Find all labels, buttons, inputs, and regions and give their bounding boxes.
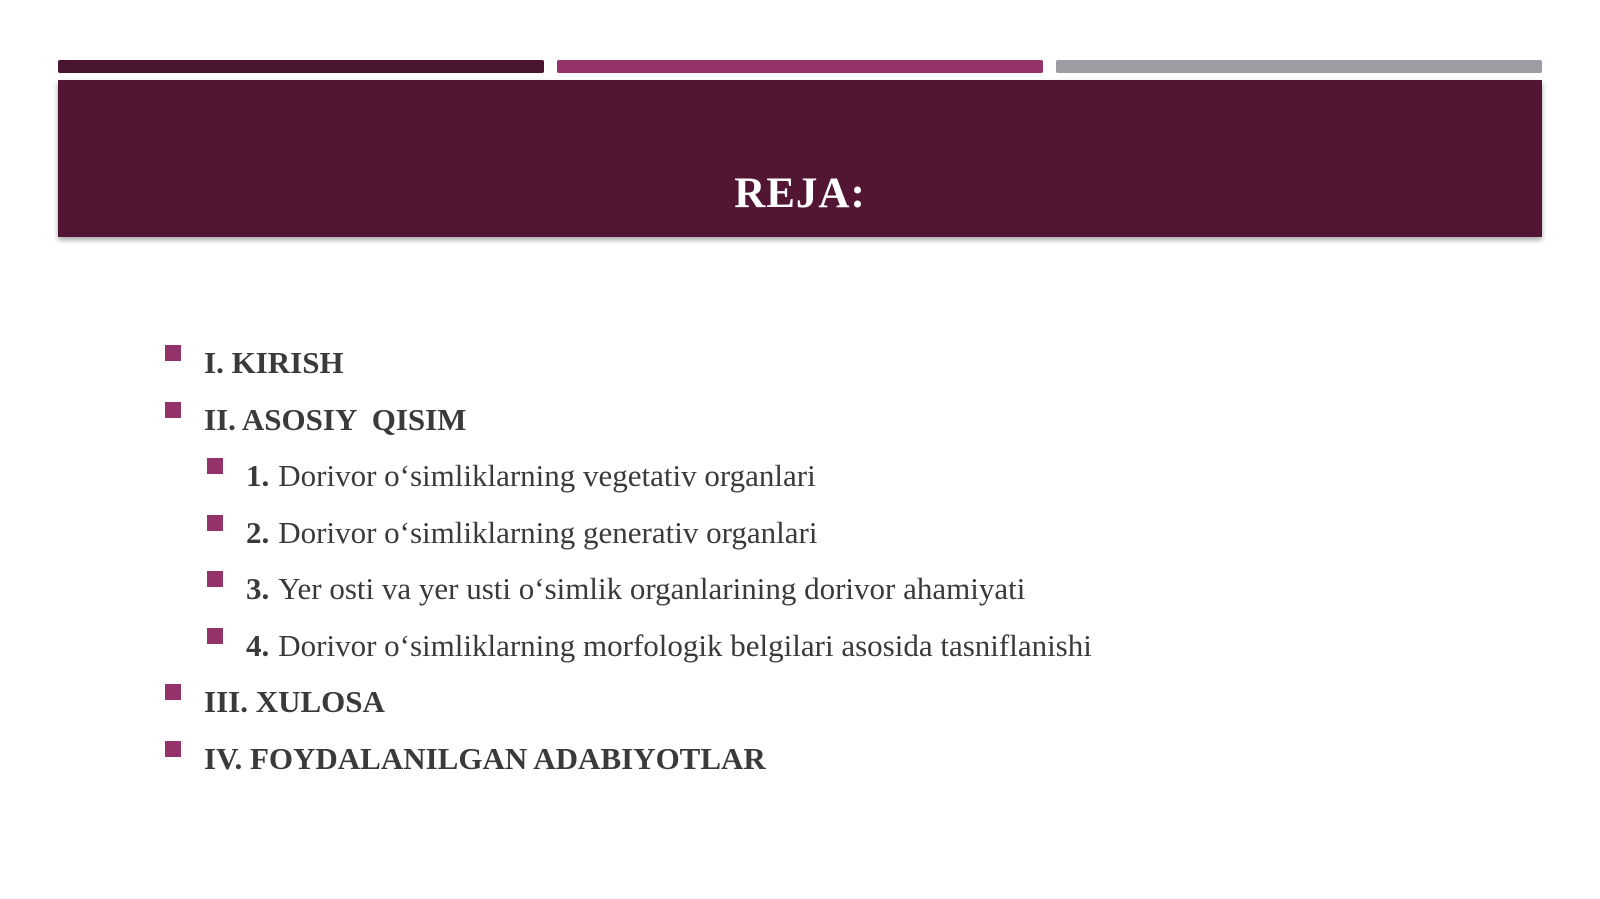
square-bullet-icon (165, 345, 181, 361)
square-bullet-icon (207, 571, 223, 587)
outline-subitem-4 (165, 618, 1465, 675)
outline-subitem-number: 3. (246, 571, 270, 607)
outline-subitem-label: Dorivor o‘simliklarning generativ organlari (278, 514, 818, 550)
slide-title: REJA: (734, 170, 866, 217)
title-band (58, 80, 1542, 237)
outline-item-label: III. XULOSA (204, 684, 385, 720)
outline-subitem-2 (165, 505, 1465, 562)
square-bullet-icon (207, 515, 223, 531)
outline-item-label: II. ASOSIY QISIM (204, 401, 467, 437)
accent-bar-gray (1056, 60, 1542, 73)
outline-item-xulosa (165, 674, 1465, 731)
square-bullet-icon (207, 458, 223, 474)
accent-bar-magenta (557, 60, 1043, 73)
square-bullet-icon (165, 684, 181, 700)
outline-subitem-label: Dorivor o‘simliklarning vegetativ organlari (278, 458, 816, 494)
square-bullet-icon (207, 628, 223, 644)
outline-item-asosiy-qisim (165, 392, 1465, 449)
outline-item-label: IV. FOYDALANILGAN ADABIYOTLAR (204, 740, 766, 776)
outline-list (165, 335, 1465, 787)
outline-item-kirish (165, 335, 1465, 392)
outline-subitem-label: Dorivor o‘simliklarning morfologik belgilari asosida tasniflanishi (278, 627, 1092, 663)
outline-item-label: I. KIRISH (204, 345, 344, 381)
square-bullet-icon (165, 741, 181, 757)
outline-subitem-number: 1. (246, 458, 270, 494)
outline-subitem-3 (165, 561, 1465, 618)
outline-subitem-label: Yer osti va yer usti o‘simlik organlarining dorivor ahamiyati (278, 571, 1026, 607)
accent-bar-dark (58, 60, 544, 73)
square-bullet-icon (165, 402, 181, 418)
outline-subitem-number: 4. (246, 627, 270, 663)
outline-item-adabiyotlar (165, 731, 1465, 788)
outline-subitem-number: 2. (246, 514, 270, 550)
outline-subitem-1 (165, 448, 1465, 505)
